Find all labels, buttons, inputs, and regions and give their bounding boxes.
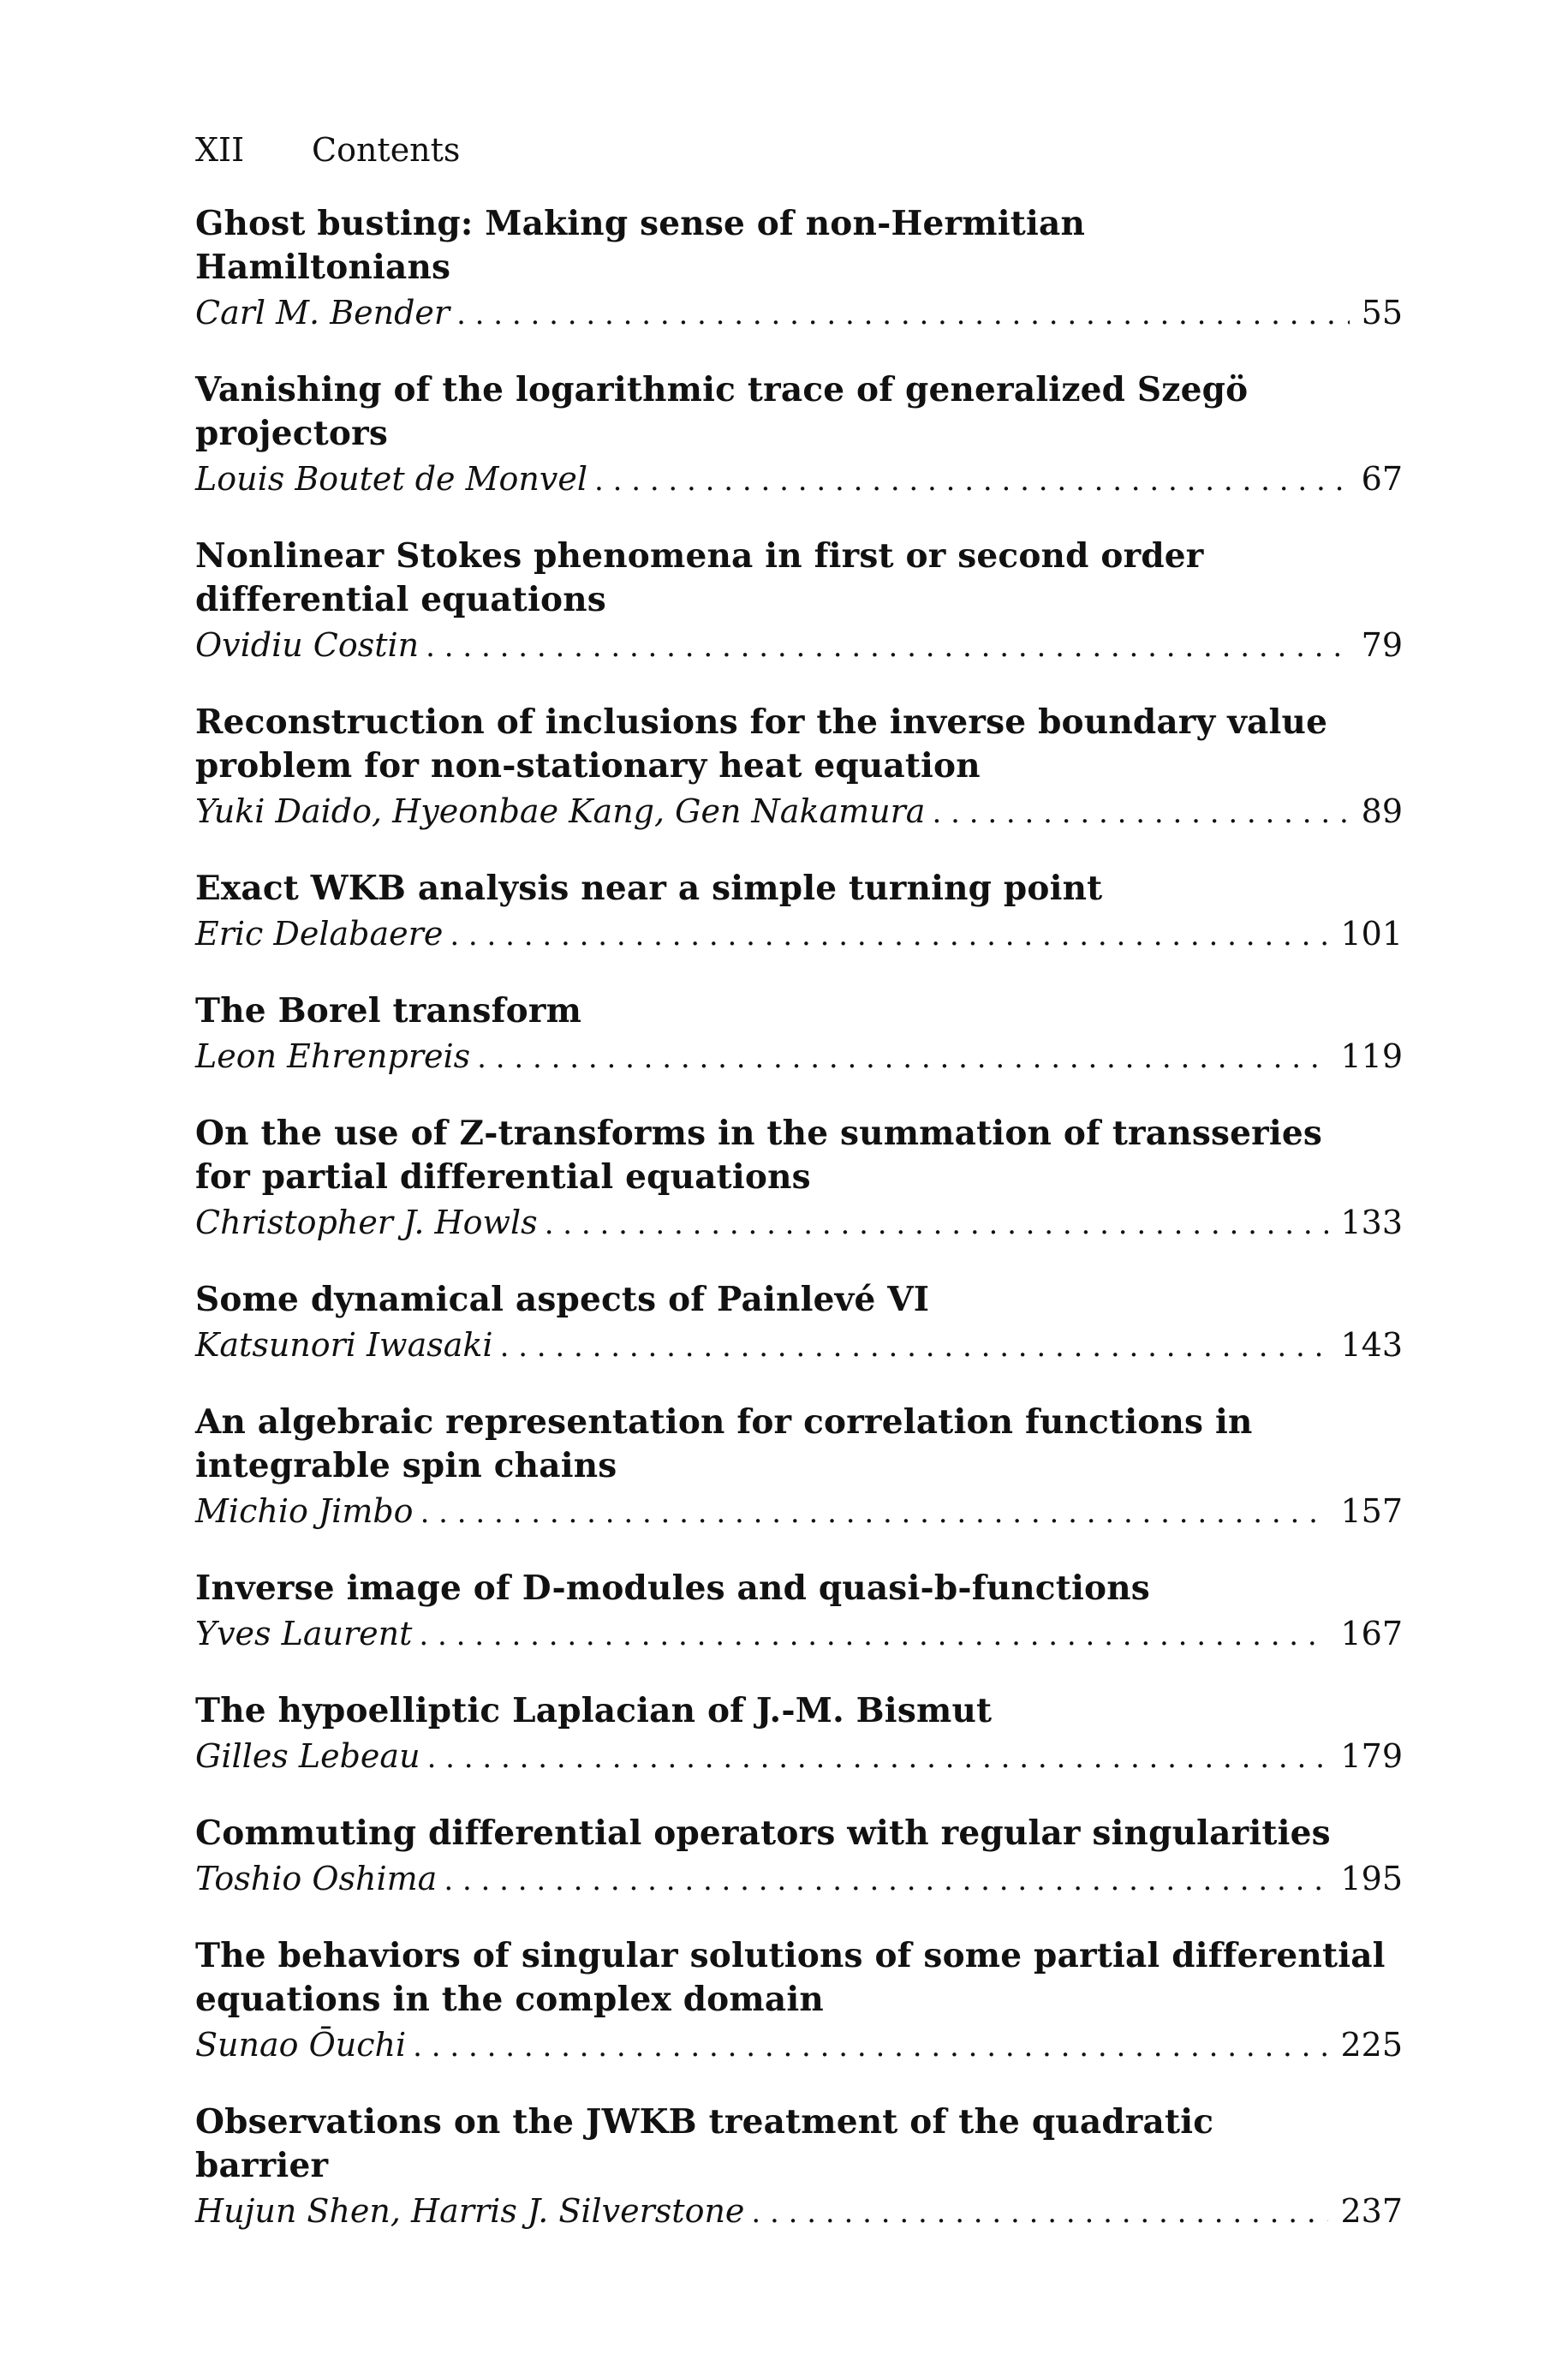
entry-authors: Leon Ehrenpreis	[195, 1037, 471, 1075]
dot-leader	[456, 290, 1350, 338]
toc-entry[interactable]	[195, 2100, 1403, 2236]
entry-author-line	[195, 1199, 1403, 1247]
entry-page-number: 79	[1361, 626, 1403, 664]
dot-leader	[932, 788, 1349, 836]
toc-entry[interactable]	[195, 1812, 1403, 1903]
entry-page-number: 167	[1340, 1615, 1403, 1652]
toc-entry[interactable]	[195, 202, 1403, 338]
entry-author-line	[195, 1488, 1403, 1536]
entry-page-number: 195	[1340, 1860, 1403, 1897]
dot-leader	[413, 2022, 1328, 2070]
dot-leader	[444, 1855, 1328, 1903]
entry-title: Reconstruction of inclusions for the inverse boundary value problem for non-stationary heat equation	[195, 702, 1328, 786]
dot-leader	[427, 1733, 1329, 1781]
dot-leader	[594, 456, 1350, 504]
dot-leader	[450, 911, 1328, 959]
entry-author-line	[195, 788, 1403, 836]
entry-page-number: 133	[1340, 1204, 1403, 1241]
dot-leader	[426, 622, 1349, 670]
entry-title: An algebraic representation for correlation functions in integrable spin chains	[195, 1402, 1253, 1485]
entry-page-number: 179	[1340, 1737, 1403, 1775]
entry-page-number: 237	[1340, 2192, 1403, 2230]
toc-entry[interactable]	[195, 1112, 1403, 1247]
entry-title: Inverse image of D-modules and quasi-b-functions	[195, 1568, 1150, 1608]
entry-title: Some dynamical aspects of Painlevé VI	[195, 1280, 930, 1319]
entry-title: The hypoelliptic Laplacian of J.-M. Bismut	[195, 1691, 993, 1730]
page-number: XII	[195, 131, 245, 169]
entry-authors: Yves Laurent	[195, 1615, 413, 1652]
entry-page-number: 143	[1340, 1326, 1403, 1364]
entry-author-line	[195, 622, 1403, 670]
entry-author-line	[195, 1033, 1403, 1081]
entry-authors: Sunao Ōuchi	[195, 2026, 407, 2064]
dot-leader	[420, 1488, 1329, 1536]
dot-leader	[500, 1322, 1329, 1370]
entry-title: The Borel transform	[195, 991, 582, 1031]
entry-author-line	[195, 456, 1403, 504]
entry-author-line	[195, 290, 1403, 338]
entry-title: Commuting differential operators with regular singularities	[195, 1813, 1331, 1853]
entry-authors: Michio Jimbo	[195, 1492, 414, 1530]
toc-entry[interactable]	[195, 1689, 1403, 1781]
dot-leader	[751, 2188, 1328, 2236]
entry-title: On the use of Z-transforms in the summation of transseries for partial differential equations	[195, 1114, 1323, 1197]
entry-authors: Toshio Oshima	[195, 1860, 438, 1897]
entry-page-number: 119	[1340, 1037, 1403, 1075]
entry-authors: Yuki Daido, Hyeonbae Kang, Gen Nakamura	[195, 792, 926, 830]
entry-author-line	[195, 1855, 1403, 1903]
entry-page-number: 55	[1361, 294, 1403, 332]
entry-page-number: 225	[1340, 2026, 1403, 2064]
dot-leader	[477, 1033, 1328, 1081]
entry-authors: Gilles Lebeau	[195, 1737, 420, 1775]
toc-entry[interactable]	[195, 368, 1403, 504]
entry-author-line	[195, 1322, 1403, 1370]
toc-entry[interactable]	[195, 535, 1403, 670]
entry-page-number: 157	[1340, 1492, 1403, 1530]
toc-entry[interactable]	[195, 867, 1403, 959]
entry-page-number: 89	[1361, 792, 1403, 830]
entry-authors: Katsunori Iwasaki	[195, 1326, 493, 1364]
entry-authors: Carl M. Bender	[195, 294, 450, 332]
entry-author-line	[195, 2188, 1403, 2236]
toc-entry[interactable]	[195, 701, 1403, 836]
dot-leader	[545, 1199, 1329, 1247]
table-of-contents	[195, 202, 1403, 2267]
entry-title: Observations on the JWKB treatment of the quadratic barrier	[195, 2102, 1214, 2185]
entry-title: Exact WKB analysis near a simple turning point	[195, 869, 1103, 908]
entry-author-line	[195, 1610, 1403, 1658]
entry-page-number: 67	[1361, 460, 1403, 498]
toc-entry[interactable]	[195, 989, 1403, 1081]
entry-page-number: 101	[1340, 915, 1403, 953]
entry-authors: Louis Boutet de Monvel	[195, 460, 587, 498]
toc-entry[interactable]	[195, 1401, 1403, 1536]
entry-title: Vanishing of the logarithmic trace of generalized Szegö projectors	[195, 370, 1249, 453]
dot-leader	[419, 1610, 1328, 1658]
entry-authors: Christopher J. Howls	[195, 1204, 538, 1241]
entry-authors: Ovidiu Costin	[195, 626, 420, 664]
section-title: Contents	[312, 131, 461, 169]
entry-author-line	[195, 911, 1403, 959]
entry-authors: Hujun Shen, Harris J. Silverstone	[195, 2192, 745, 2230]
entry-author-line	[195, 1733, 1403, 1781]
toc-entry[interactable]	[195, 1934, 1403, 2070]
entry-authors: Eric Delabaere	[195, 915, 444, 953]
toc-entry[interactable]	[195, 1278, 1403, 1370]
entry-title: Ghost busting: Making sense of non-Hermitian Hamiltonians	[195, 204, 1086, 287]
entry-title: Nonlinear Stokes phenomena in first or second order differential equations	[195, 536, 1204, 619]
entry-author-line	[195, 2022, 1403, 2070]
running-head	[195, 130, 460, 170]
toc-entry[interactable]	[195, 1567, 1403, 1658]
entry-title: The behaviors of singular solutions of some partial differential equations in the complex domain	[195, 1936, 1386, 2019]
